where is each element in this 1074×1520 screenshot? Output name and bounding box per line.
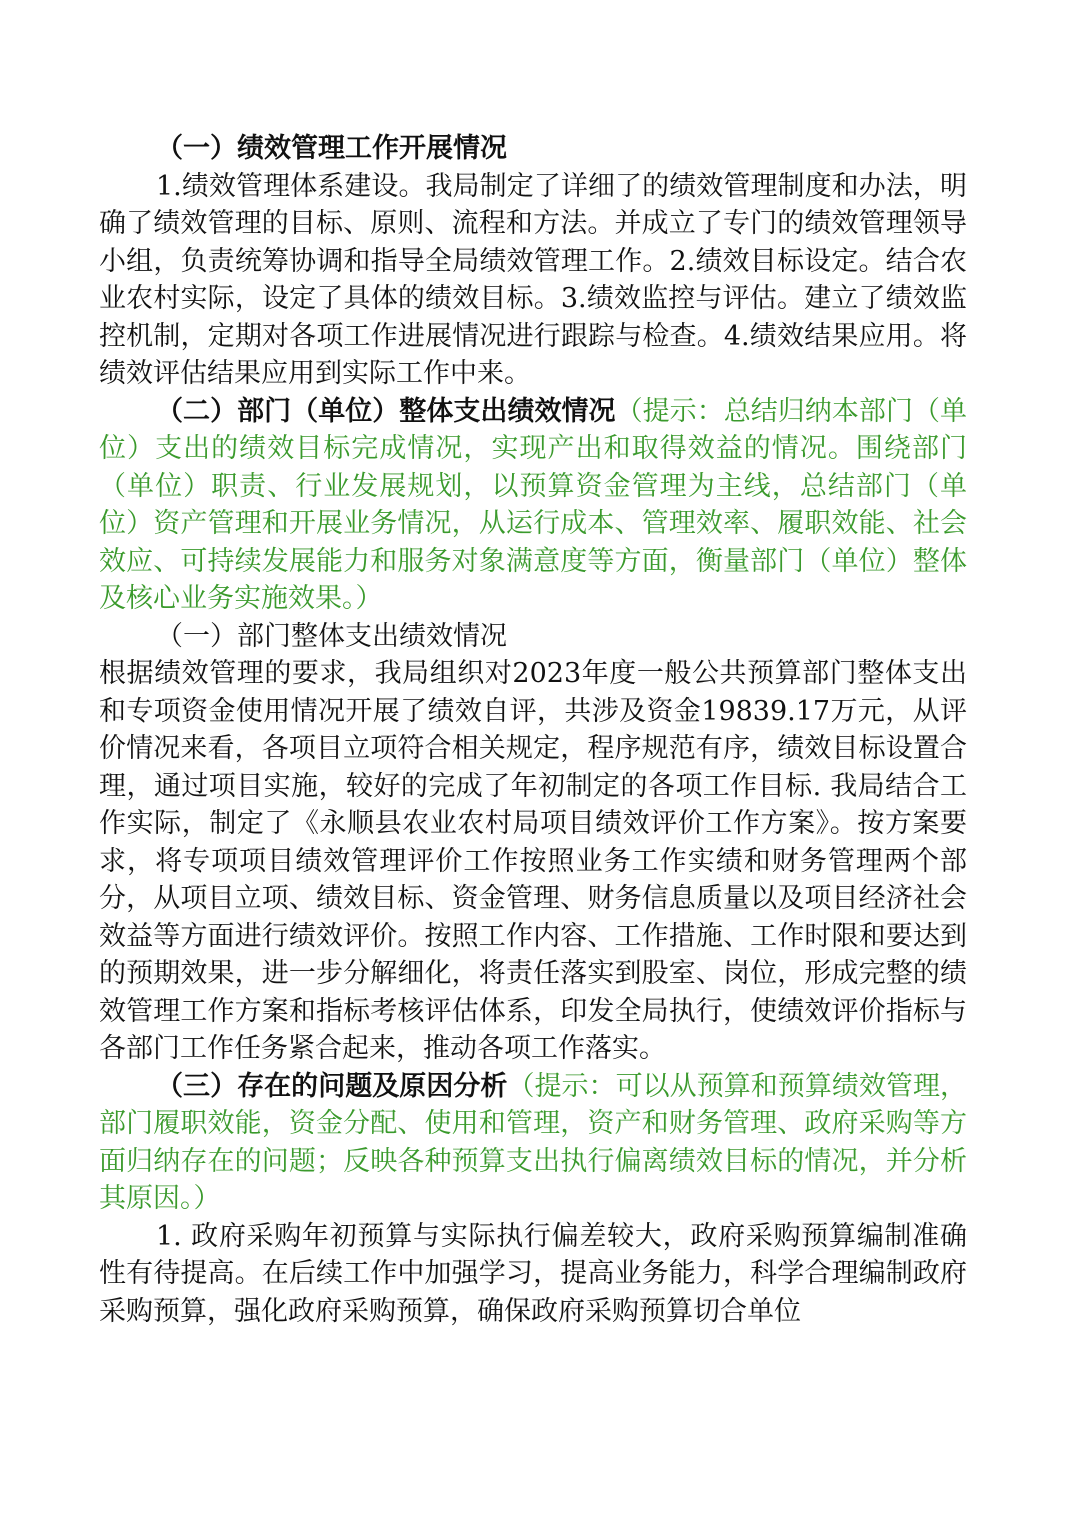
section-3-heading-text: （三）存在的问题及原因分析 — [156, 1070, 508, 1102]
section-3-heading — [99, 1068, 967, 1218]
section-2-body: 根据绩效管理的要求，我局组织对2023年度一般公共预算部门整体支出和专项资金使用情况开展了绩效自评，共涉及资金19839.17万元，从评价情况来看，各项目立项符合相关规定，程序规范有序，绩效目标设置合理，通过项目实施，较好的完成了年初制定的各项工作目标. 我局结合工作实际，制定了《永顺县农业农村局项目绩效评价工作方案》。按方案要求，将专项项目绩效管理评价工作按照业务工作实绩和财务管理两个部分，从项目立项、绩效目标、资金管理、财务信息质量以及项目经济社会效益等方面进行绩效评价。按照工作内容、工作措施、工作时限和要达到的预期效果，进一步分解细化，将责任落实到股室、岗位，形成完整的绩效管理工作方案和指标考核评估体系，印发全局执行，使绩效评价指标与各部门工作任务紧合起来，推动各项工作落实。 — [99, 658, 967, 1064]
section-1-body: 1.绩效管理体系建设。我局制定了详细了的绩效管理制度和办法，明确了绩效管理的目标、原则、流程和方法。并成立了专门的绩效管理领导小组，负责统筹协调和指导全局绩效管理工作。2.绩效目标设定。结合农业农村实际，设定了具体的绩效目标。3.绩效监控与评估。建立了绩效监控机制，定期对各项工作进展情况进行跟踪与检查。4.绩效结果应用。将绩效评估结果应用到实际工作中来。 — [99, 170, 967, 389]
document-page — [99, 130, 967, 1330]
section-2-heading — [99, 393, 967, 618]
section-2-hint: （提示：总结归纳本部门（单位）支出的绩效目标完成情况，实现产出和取得效益的情况。围绕部门（单位）职责、行业发展规划，以预算资金管理为主线，总结部门（单位）资产管理和开展业务情况，从运行成本、管理效率、履职效能、社会效应、可持续发展能力和服务对象满意度等方面，衡量部门（单位）整体及核心业务实施效果。） — [99, 395, 968, 614]
section-3-hint: （提示：可以从预算和预算绩效管理，部门履职效能，资金分配、使用和管理，资产和财务管理、政府采购等方面归纳存在的问题；反映各种预算支出执行偏离绩效目标的情况，并分析其原因。） — [99, 1070, 968, 1214]
section-2-subheading: （一）部门整体支出绩效情况 — [156, 620, 507, 652]
section-3-body: 1. 政府采购年初预算与实际执行偏差较大，政府采购预算编制准确性有待提高。在后续工作中加强学习，提高业务能力，科学合理编制政府采购预算，强化政府采购预算，确保政府采购预算切合单位 — [99, 1220, 967, 1327]
section-1-heading — [99, 130, 967, 168]
section-1-heading-text: （一）绩效管理工作开展情况 — [156, 133, 507, 164]
section-2-heading-text: （二）部门（单位）整体支出绩效情况 — [156, 395, 616, 427]
